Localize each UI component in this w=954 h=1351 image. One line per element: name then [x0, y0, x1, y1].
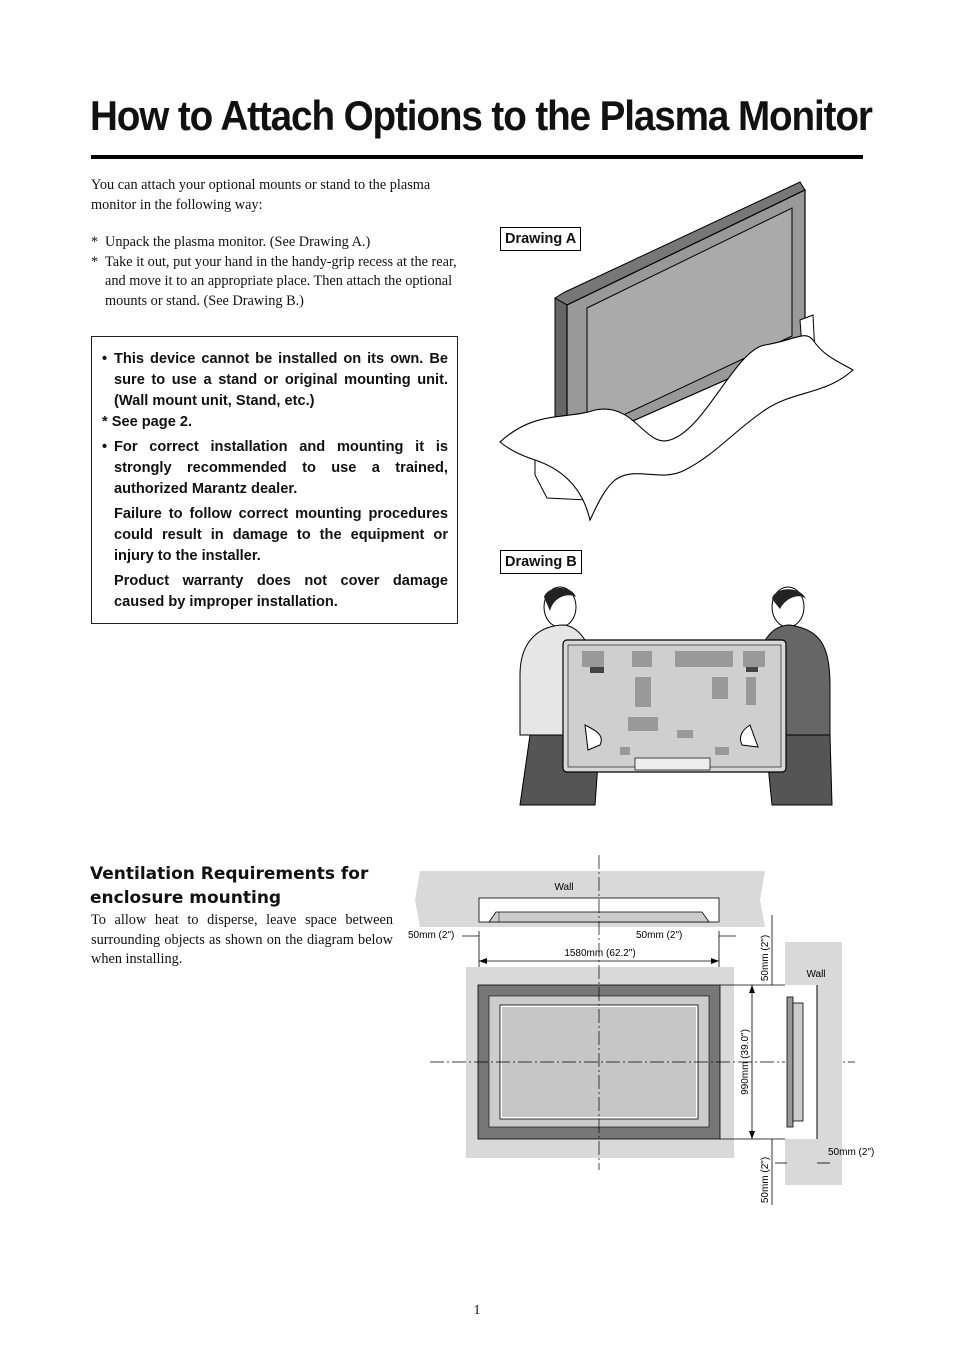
bullet: •: [102, 439, 108, 455]
steps-list: [91, 233, 463, 311]
ventilation-text: To allow heat to disperse, leave space between surrounding objects as shown on the diagram below when installing.: [91, 912, 393, 967]
warning-text: For correct installation and mounting it is strongly recommended to use a trained, authorized Marantz dealer.: [114, 439, 448, 497]
warning-text: Failure to follow correct mounting procedures could result in damage to the equipment or injury to the installer.: [114, 506, 448, 564]
warning-text: Product warranty does not cover damage caused by improper installation.: [114, 573, 448, 610]
step-marker: *: [91, 234, 99, 250]
warning-item: [102, 437, 448, 500]
wall-side-label: Wall: [806, 969, 826, 980]
step-text: Unpack the plasma monitor. (See Drawing A.): [105, 234, 371, 250]
list-item: [91, 233, 463, 253]
dim-side-label: 50mm (2"): [828, 1147, 875, 1158]
wall-top-label: Wall: [554, 882, 574, 893]
dim-height-label: 990mm (39.0"): [740, 1029, 751, 1095]
dim-width-label: 1580mm (62.2"): [564, 948, 636, 959]
intro-paragraph: You can attach your optional mounts or stand to the plasma monitor in the following way:: [91, 177, 431, 213]
warning-box: [91, 336, 458, 624]
ventilation-diagram: [400, 855, 890, 1215]
page-title: How to Attach Options to the Plasma Monitor: [90, 92, 872, 139]
step-marker: *: [91, 253, 99, 270]
intro-section: [91, 176, 463, 311]
drawing-a-label: Drawing A: [500, 227, 581, 251]
drawing-b-label: Drawing B: [500, 550, 582, 574]
title-rule: [91, 155, 863, 159]
dim-left-label: 50mm (2"): [408, 930, 455, 941]
warning-text: This device cannot be installed on its own. Be sure to use a stand or original mounting unit. (Wall mount unit, Stand, etc.): [114, 351, 448, 409]
warning-paragraph: [102, 504, 448, 567]
warning-paragraph: [102, 571, 448, 613]
see-page-note: * See page 2.: [102, 414, 193, 430]
page-number: 1: [473, 1303, 481, 1318]
step-text: Take it out, put your hand in the handy-grip recess at the rear, and move it to an appropriate place. Then attach the optional mounts or stand. (See Drawing B.): [105, 253, 457, 309]
bullet: •: [102, 351, 108, 367]
dim-right-label: 50mm (2"): [636, 930, 683, 941]
list-item: [91, 253, 463, 312]
dim-top-label: 50mm (2"): [760, 934, 771, 982]
warning-item: [102, 349, 448, 412]
drawing-b-illustration: [510, 585, 840, 807]
ventilation-heading: Ventilation Requirements for enclosure mounting: [90, 864, 369, 908]
dim-bottom-label: 50mm (2"): [760, 1156, 771, 1204]
